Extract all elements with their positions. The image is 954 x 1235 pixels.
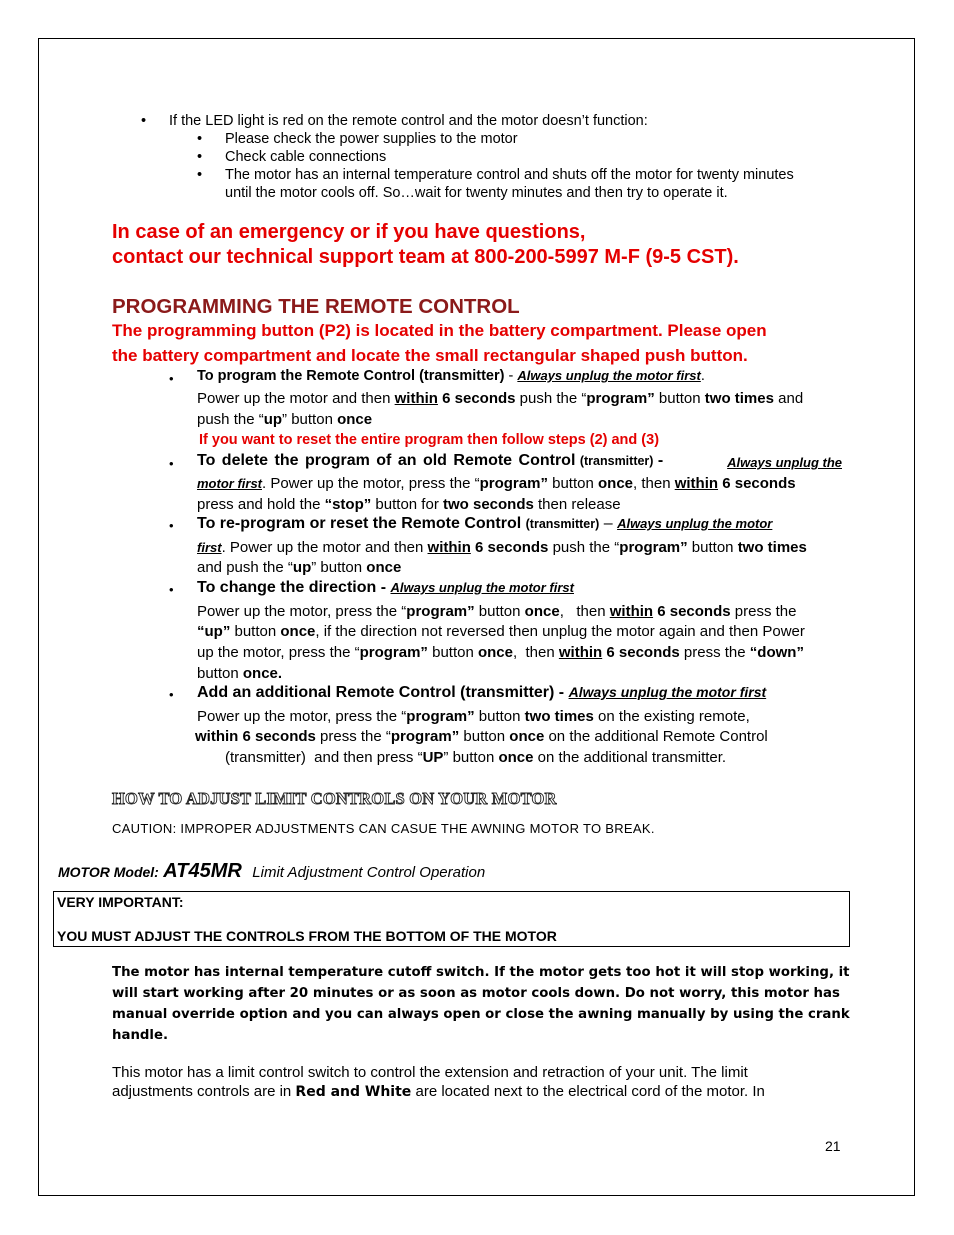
step3-unplug: Always unplug the motor xyxy=(617,516,773,531)
programming-intro-line2: the battery compartment and locate the small rectangular shaped push button. xyxy=(112,346,748,365)
motor-model-desc: Limit Adjustment Control Operation xyxy=(252,864,486,881)
step2-line2: press and hold the “stop” button for two seconds then release xyxy=(197,496,621,513)
bullet-dot: • xyxy=(197,167,203,183)
step4-line2: “up” button once, if the direction not reversed then unplug the motor again and then Power xyxy=(197,623,805,640)
step5-title: Add an additional Remote Control (transmitter) xyxy=(197,684,555,701)
step5-line1: Power up the motor, press the “program” button two times on the existing remote, xyxy=(197,708,750,725)
led-sub2: Check cable connections xyxy=(225,149,387,165)
led-sub1: Please check the power supplies to the motor xyxy=(225,131,518,147)
motor-model-line xyxy=(58,860,485,883)
step3-line1: first. Power up the motor and then within 6 seconds push the “program” button two times xyxy=(197,539,807,556)
step2-line1: motor first. Power up the motor, press the “program” button once, then within 6 seconds xyxy=(197,475,796,492)
led-main: If the LED light is red on the remote control and the motor doesn’t function: xyxy=(169,113,648,129)
step3-line2: and push the “up” button once xyxy=(197,559,402,576)
page-number: 21 xyxy=(825,1138,841,1154)
bullet-dot: • xyxy=(169,582,174,597)
step4-header: To change the direction - Always unplug the motor first xyxy=(197,579,574,596)
step5-line3: (transmitter) and then press “UP” button once on the additional transmitter. xyxy=(225,749,727,766)
step1-unplug: Always unplug the motor first xyxy=(517,368,701,383)
step4-unplug: Always unplug the motor first xyxy=(390,580,574,595)
important-line1: VERY IMPORTANT: xyxy=(57,894,184,910)
limit-body-line1: This motor has a limit control switch to control the extension and retraction of your unit. The limit xyxy=(112,1064,748,1081)
programming-title: PROGRAMMING THE REMOTE CONTROL xyxy=(112,295,520,318)
caution-text: CAUTION: IMPROPER ADJUSTMENTS CAN CASUE THE AWNING MOTOR TO BREAK. xyxy=(112,821,655,836)
temp-line3: manual override option and you can always open or close the awning manually by using the crank xyxy=(112,1007,850,1022)
step3-header: To re-program or reset the Remote Control (transmitter) – Always unplug the motor xyxy=(197,515,773,532)
bullet-dot: • xyxy=(197,149,203,165)
motor-model-label: MOTOR Model: xyxy=(58,864,159,880)
step2-unplug-a: Always unplug the xyxy=(727,455,842,470)
step1-header: To program the Remote Control (transmitter) - Always unplug the motor first. xyxy=(197,368,705,384)
step4-line4: button once. xyxy=(197,665,283,682)
important-line2: YOU MUST ADJUST THE CONTROLS FROM THE BOTTOM OF THE MOTOR xyxy=(57,928,557,944)
temp-line1: The motor has internal temperature cutoff switch. If the motor gets too hot it will stop working, it xyxy=(112,965,850,980)
bullet-dot: • xyxy=(169,518,174,533)
step5-unplug: Always unplug the motor first xyxy=(568,684,767,700)
step1-line1: Power up the motor and then within 6 seconds push the “program” button two times and xyxy=(197,390,804,407)
step5-line2: within 6 seconds press the “program” button once on the additional Remote Control xyxy=(195,728,768,745)
step2-transmitter: (transmitter) xyxy=(579,454,654,468)
limit-body-line2: adjustments controls are in Red and White are located next to the electrical cord of the motor. In xyxy=(112,1083,765,1100)
emergency-line2: contact our technical support team at 800-200-5997 M-F (9-5 CST). xyxy=(112,246,739,268)
step4-line3: up the motor, press the “program” button once, then within 6 seconds press the “down” xyxy=(197,644,804,661)
step5-header: Add an additional Remote Control (transmitter) - Always unplug the motor first xyxy=(197,684,767,701)
bullet-dot: • xyxy=(141,113,147,129)
step2-title: To delete the program of an old Remote Control xyxy=(197,452,576,469)
reset-note: If you want to reset the entire program then follow steps (2) and (3) xyxy=(199,432,660,448)
step2-header: To delete the program of an old Remote Control (transmitter) - Always unplug the xyxy=(197,452,842,470)
temp-line4: handle. xyxy=(112,1028,169,1043)
emergency-line1: In case of an emergency or if you have questions, xyxy=(112,221,586,243)
programming-intro-line1: The programming button (P2) is located in the battery compartment. Please open xyxy=(112,321,767,340)
step3-title: To re-program or reset the Remote Control xyxy=(197,515,522,532)
motor-model: AT45MR xyxy=(163,860,242,882)
bullet-dot: • xyxy=(169,687,174,702)
step1-line2: push the “up” button once xyxy=(197,411,373,428)
led-sub3-line1: The motor has an internal temperature control and shuts off the motor for twenty minutes xyxy=(225,167,794,183)
temp-line2: will start working after 20 minutes or as soon as motor cools down. Do not worry, this motor has xyxy=(112,986,840,1001)
step4-line1: Power up the motor, press the “program” button once, then within 6 seconds press the xyxy=(197,603,797,620)
bullet-dot: • xyxy=(197,131,203,147)
bullet-dot: • xyxy=(169,456,174,471)
bullet-dot: • xyxy=(169,371,174,386)
step4-title: To change the direction xyxy=(197,579,377,596)
limit-heading: HOW TO ADJUST LIMIT CONTROLS ON YOUR MOTOR xyxy=(112,789,557,808)
led-sub3-line2: until the motor cools off. So…wait for twenty minutes and then try to operate it. xyxy=(225,185,728,201)
step1-title: To program the Remote Control (transmitter) xyxy=(197,368,505,384)
